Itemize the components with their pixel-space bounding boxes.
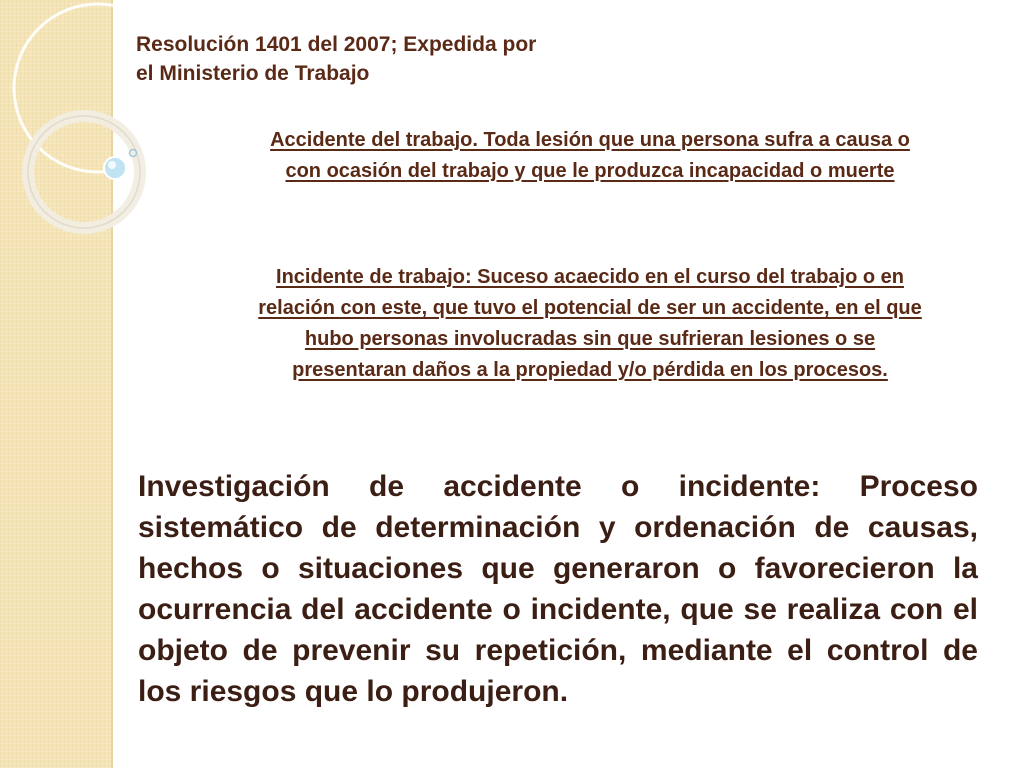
slide-title: Resolución 1401 del 2007; Expedida por el Ministerio de Trabajo <box>136 33 537 85</box>
accident-definition: Accidente del trabajo. Toda lesión que una persona sufra a causa o con ocasión del trabajo y que le produzca incapacidad o muerte <box>270 129 910 182</box>
incident-definition: Incidente de trabajo: Suceso acaecido en el curso del trabajo o en relación con este, que tuvo el potencial de ser un accidente, en el que hubo personas involucradas sin que sufrieran lesiones o se presentaran daños a la propiedad y/o pérdida en los procesos. <box>258 266 922 381</box>
investigation-definition: Investigación de accidente o incidente: Proceso sistemático de determinación y ordenación de causas, hechos o situaciones que generaron o favorecieron la ocurrencia del accidente o incidente, que se realiza con el objeto de prevenir su repetición, mediante el control de los riesgos que lo produjeron. <box>138 470 978 708</box>
decorative-side-band <box>0 0 113 768</box>
